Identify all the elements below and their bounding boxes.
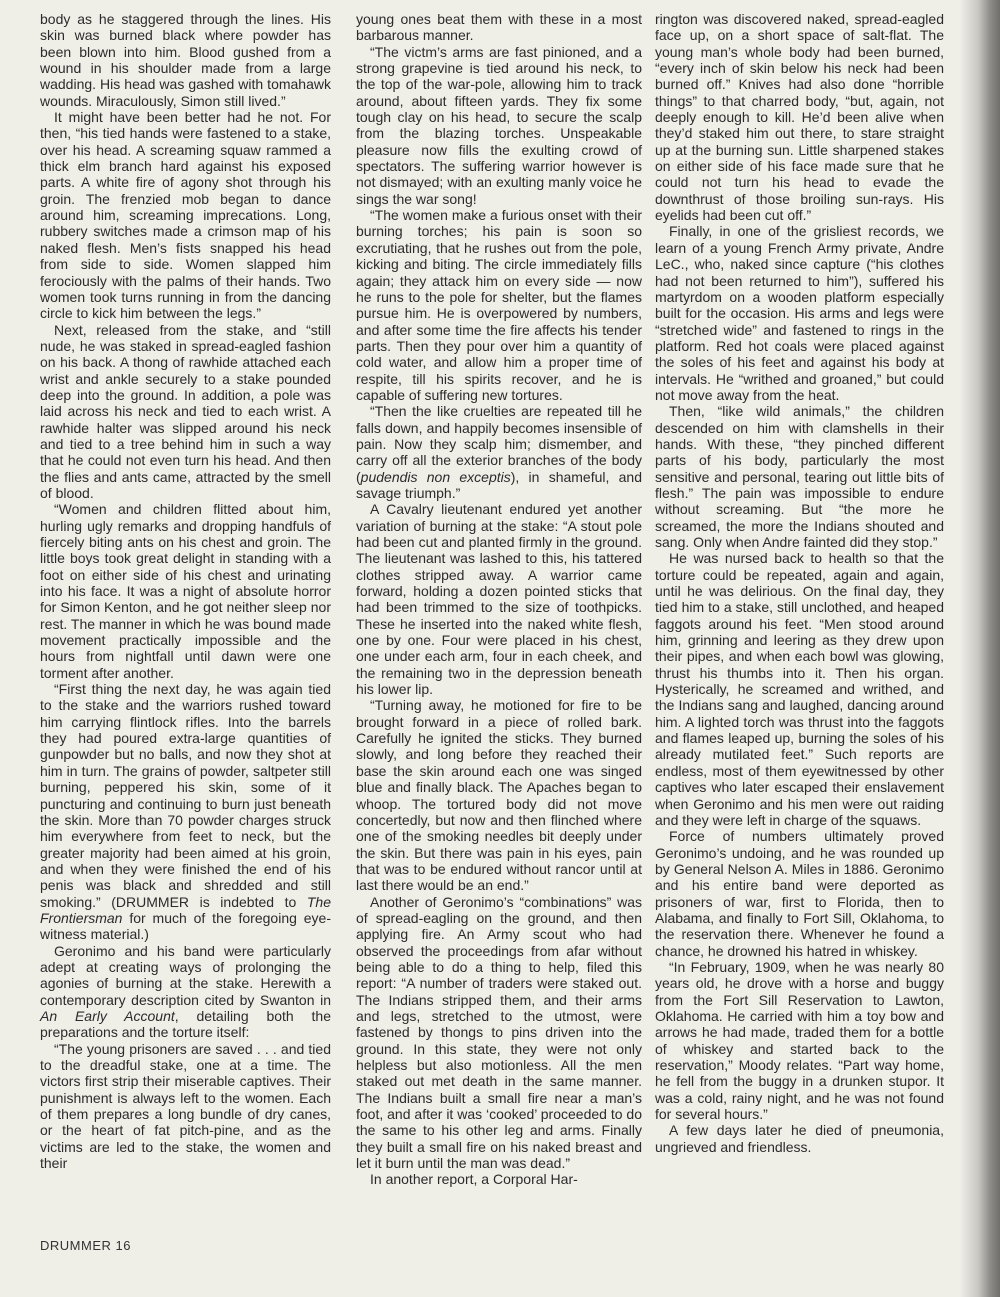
italic-title: An Early Account — [40, 1007, 175, 1024]
paragraph: “Women and children flitted about him, hurling ugly remarks and dropping handfuls of fiercely biting ants on his chest and groin. The little boys took great delight in standing with a foot on either side of his chest and urinating into his face. It was a night of absolute horror for Simon Kenton, and he got neither sleep nor rest. The manner in which he was bound made movement practically impossible and the hours from nightfall until dawn were one torment after another. — [40, 501, 331, 681]
paragraph: He was nursed back to health so that the torture could be repeated, again and again, until he was delirious. On the final day, they tied him to a stake, still unclothed, and heaped faggots around his feet. “Men stood around him, grinning and leering as they drew upon their pipes, and when each bowl was glowing, thrust his thumbs into it. Then his organ. Hysterically, he screamed and writhed, and the Indians sang and laughed, dancing around him. A lighted torch was thrust into the faggots and flames leaped up, burning the soles of his already mutilated feet.” Such reports are endless, most of them eyewitnessed by other captives who later escaped their enslavement when Geronimo and his men were out raiding and they were left in charge of the squaws. — [655, 550, 944, 828]
paragraph: Next, released from the stake, and “still nude, he was staked in spread-eagled fashion on his back. A thong of rawhide attached each wrist and ankle securely to a stake pounded deep into the ground. In addition, a pole was laid across his neck and tied to each wrist. A rawhide halter was slipped around his neck and tied to a tree behind him in such a way that he could not even turn his head. And then the flies and ants came, attracted by the smell of blood. — [40, 321, 331, 501]
paragraph: Finally, in one of the grisliest records, we learn of a young French Army private, Andre LeC., who, naked since capture (“his clothes had not been returned to him”), suffered his martyrdom on a wooden platform especially built for the occasion. His arms and legs were “stretched wide” and fastened to rings in the platform. Red hot coals were placed against the soles of his feet and against his body at intervals. He “writhed and groaned,” but could not move away from the heat. — [655, 223, 944, 403]
paragraph: “The women make a furious onset with their burning torches; his pain is soon so excrutiating, that he rushes out from the pole, kicking and biting. The circle immediately fills again; they attack him on every side — now he runs to the pole for shelter, but the flames pursue him. He is overpowered by numbers, and after some time the fire affects his tender parts. Then they pour over him a quantity of cold water, and allow him a proper time of respite, till his spirits recover, and he is capable of suffering new tortures. — [356, 207, 642, 403]
paragraph: Force of numbers ultimately proved Geronimo’s undoing, and he was rounded up by General Nelson A. Miles in 1886. Geronimo and his entire band were deported as prisoners of war, first to Florida, then to Alabama, and finally to Fort Sill, Oklahoma, to the reservation there. Whenever he found a chance, he drowned his hatred in whiskey. — [655, 828, 944, 959]
text-run: Geronimo and his band were particularly adept at creating ways of prolonging the agonies of burning at the stake. Herewith a contemporary description cited by Swanton in — [40, 942, 331, 1008]
page-gutter-shadow — [960, 0, 1000, 1297]
paragraph: Another of Geronimo’s “combinations” was of spread-eagling on the ground, and then applying fire. An Army scout who had observed the proceedings from afar without being able to do a thing to help, filed this report: “A number of traders were staked out. The Indians stripped them, and their arms and legs, stretched to the utmost, were fastened by thongs to pins driven into the ground. In this state, they were not only helpless but also motionless. All the men staked out met death in the same manner. The Indians built a small fire near a man’s foot, and after it was ‘cooked’ proceeded to do the same to his other leg and arms. Finally they built a small fire on his naked breast and let it burn until the man was dead.” — [356, 893, 642, 1172]
paragraph: A Cavalry lieutenant endured yet another variation of burning at the stake: “A stout pole had been cut and planted firmly in the ground. The lieutenant was lashed to this, his tattered clothes stripped away. A warrior came forward, holding a dozen pointed sticks that had been trimmed to the size of toothpicks. These he inserted into the naked white flesh, one by one. Four were placed in his chest, one under each arm, four in each cheek, and the remaining two in the depression beneath his lower lip. — [356, 501, 642, 698]
paragraph: rington was discovered naked, spread-eagled face up, on a short space of salt-flat. The young man’s whole body had been burned, “every inch of skin below his neck had been burned off.” Knives had also done “horrible things” to that charred body, “but, again, not deeply enough to kill. He’d been alive when they’d staked him out there, to stare straight up at the burning sun. Little sharpened stakes on either side of his face made sure that he could not turn his head to evade the downthrust of those broiling sun-rays. His eyelids had been cut off.” — [655, 11, 944, 224]
text-run: ), in shameful, and savage triumph.” — [356, 468, 643, 501]
article-column-1 — [40, 11, 331, 1171]
article-column-3 — [655, 11, 944, 1155]
page-folio: DRUMMER 16 — [40, 1238, 131, 1253]
text-run: “First thing the next day, he was again tied to the stake and the warriors rushed toward him carrying flintlock rifles. Into the barrels they had poured extra-large quantities of gunpowder but no balls, and now they shot at him in turn. The grains of powder, saltpeter still burning, peppered his skin, some of it puncturing and continuing to burn just beneath the skin. More than 70 powder charges struck him everywhere from feet to neck, but the greater majority had been aimed at his groin, and when they were finished the end of his penis was black and shredded and still smoking.” (DRUMMER is indebted to — [40, 681, 331, 910]
paragraph — [40, 681, 331, 943]
italic-title: The Frontiersman — [40, 893, 331, 926]
paragraph: Then, “like wild animals,” the children descended on him with clamshells in their hands. With these, “they pinched different parts of his body, particularly the most sensitive and personal, tearing out little bits of flesh.” The pain was impossible to endure without screaming. But “the more he screamed, the more the Indians shouted and sang. Only when Andre fainted did they stop.” — [655, 403, 944, 550]
italic-title: pudendis non exceptis — [360, 468, 511, 485]
paragraph — [40, 943, 331, 1041]
text-run: “Then the like cruelties are repeated till he falls down, and happily becomes insensible of pain. Now they scalp him; dismember, and carry off all the exterior branches of the body ( — [356, 403, 642, 485]
paragraph: A few days later he died of pneumonia, ungrieved and friendless. — [655, 1122, 944, 1155]
paragraph: young ones beat them with these in a most barbarous manner. — [356, 11, 642, 44]
paragraph: “In February, 1909, when he was nearly 80 years old, he drove with a horse and buggy from the Fort Sill Reservation to Lawton, Oklahoma. He carried with him a toy bow and arrows he had made, traded them for a bottle of whiskey and started back to the reservation,” Moody relates. “Part way home, he fell from the buggy in a drunken stupor. It was a cold, rainy night, and he was not found for several hours.” — [655, 958, 944, 1123]
paragraph — [356, 403, 642, 501]
text-run: , detailing both the preparations and the torture itself: — [40, 1007, 331, 1041]
article-column-2 — [356, 11, 642, 1188]
paragraph: “The young prisoners are saved . . . and tied to the dreadful stake, one at a time. The victors first strip their miserable captives. Their punishment is always left to the women. Each of them prepares a long bundle of dry canes, or the heart of fat pitch-pine, and as the victims are led to the stake, the women and their — [40, 1040, 331, 1172]
paragraph: “The victm’s arms are fast pinioned, and a strong grapevine is tied around his neck, to the top of the war-pole, allowing him to track around, about fifteen yards. They fix some tough clay on his head, to secure the scalp from the blazing torches. Unspeakable pleasure now fills the exulting crowd of spectators. The suffering warrior however is not dismayed; with an exulting manly voice he sings the war song! — [356, 43, 642, 207]
paragraph: In another report, a Corporal Har- — [370, 1171, 578, 1188]
paragraph: “Turning away, he motioned for fire to be brought forward in a piece of rolled bark. Carefully he ignited the sticks. They burned slowly, and long before they reached their base the skin around each one was singed blue and finally black. The Apaches began to whoop. The tortured body did not move concertedly, but now and then flinched where one of the smoking needles bit deeply under the skin. But there was pain in his eyes, pain that was to be endured without rancor until at last there would be an end.” — [356, 697, 642, 894]
paragraph: body as he staggered through the lines. His skin was burned black where powder has been blown into him. Blood gushed from a wound in his shoulder made from a large wadding. His head was gashed with tomahawk wounds. Miraculously, Simon still lived.” — [40, 11, 331, 109]
paragraph: It might have been better had he not. For then, “his tied hands were fastened to a stake, over his head. A screaming squaw rammed a thick elm branch hard against his exposed parts. A white fire of agony shot through his groin. The frenzied mob began to dance around him, screaming imprecations. Long, rubbery switches made a crimson map of his naked flesh. Men’s fists snapped his head from side to side. Women slapped him ferociously with the palms of their hands. Two women took turns running in from the dancing circle to kick him between the legs.” — [40, 109, 331, 322]
text-run: for much of the foregoing eye-witness material.) — [40, 909, 331, 943]
